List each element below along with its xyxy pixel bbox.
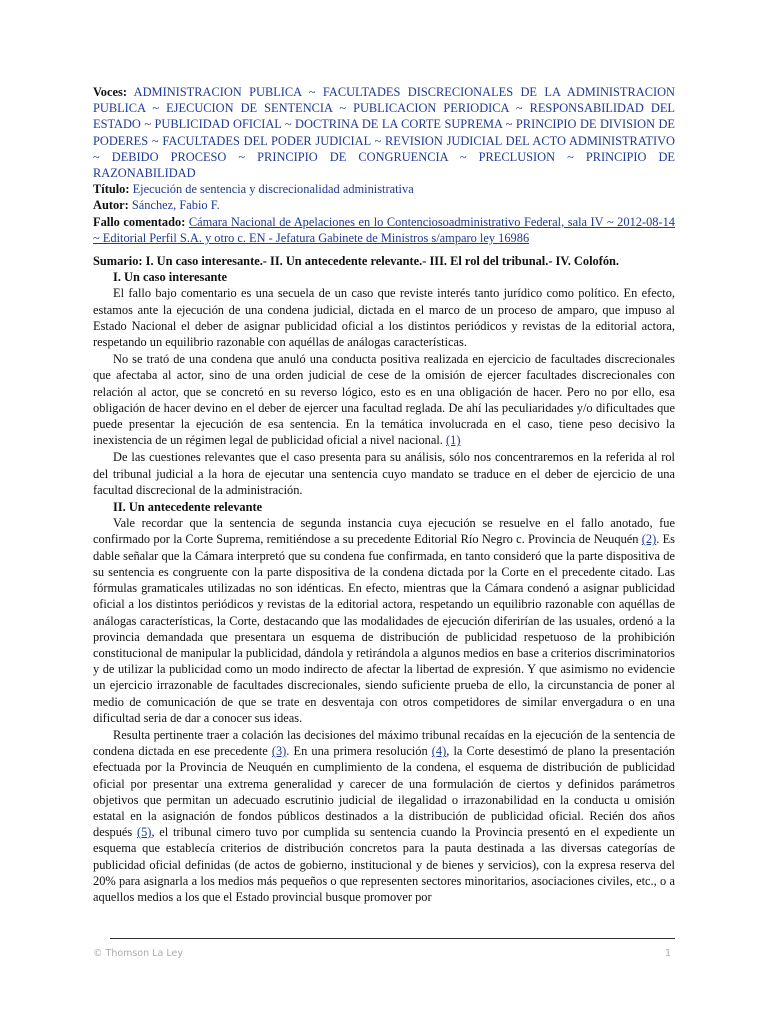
page-number: 1 — [664, 948, 671, 959]
footnote-link-1[interactable]: (1) — [446, 433, 461, 448]
section2-p1-text-a: Vale recordar que la sentencia de segunda instancia cuya ejecución se resuelve en el fallo anotado, fue confirmado por la Corte Suprema, remitiéndose a su precedente Editorial Río Negro c. Provincia de Neuquén — [93, 516, 675, 547]
footnote-link-5[interactable]: (5) — [136, 825, 152, 840]
titulo-text: Ejecución de sentencia y discrecionalidad administrativa — [132, 182, 414, 197]
sumario: Sumario: I. Un caso interesante.- II. Un antecedente relevante.- III. El rol del tribunal.- IV. Colofón. — [93, 254, 620, 269]
titulo-block — [93, 181, 675, 197]
section2-p2-text-a: Resulta pertinente traer a colación las decisiones del máximo tribunal recaídas en la ejecución de la sentencia de condena dictada en ese precedente — [93, 727, 675, 759]
section1-heading: I. Un caso interesante — [113, 270, 228, 285]
voces-block — [93, 84, 675, 181]
section1-paragraph-3: De las cuestiones relevantes que el caso presenta para su análisis, sólo nos concentraremos en la referida al rol del tribunal judicial a la hora de ejecutar una sentencia cuyo mandato se traduce en el deber de ejercicio de una facultad discrecional de la administración. — [93, 450, 675, 497]
footnote-link-4[interactable]: (4) — [431, 744, 447, 759]
footer-divider — [110, 938, 675, 939]
fallo-label: Fallo comentado: — [93, 214, 186, 229]
section1-paragraph-2 — [93, 351, 675, 448]
footer-copyright: © Thomson La Ley — [93, 948, 183, 959]
voces-label: Voces: — [93, 85, 127, 99]
section2-heading: II. Un antecedente relevante — [113, 500, 263, 515]
autor-label: Autor: — [93, 198, 129, 213]
section2-paragraph-1 — [93, 515, 675, 726]
autor-text: Sánchez, Fabio F. — [131, 198, 220, 213]
fallo-block — [93, 214, 675, 246]
section2-p2-text-d: , el tribunal cimero tuvo por cumplida su sentencia cuando la Provincia presentó en el expediente un esquema que establecía criterios de distribución concretos para la pauta destinada a las diversas categorías de publicidad oficial definidas (de actos de gobierno, institucional y de bienes y servicios), con la expresa reserva del 20% para asignarla a los medios más pequeños o que representen sectores minoritarios, asociaciones civiles, etc., o a aquellos medios a los que el Estado provincial busque promover por — [93, 825, 675, 904]
footnote-link-2[interactable]: (2) — [641, 532, 657, 547]
section1-paragraph-1: El fallo bajo comentario es una secuela de un caso que reviste interés tanto jurídico como político. En efecto, estamos ante la ejecución de una condena judicial, dictada en el marco de un proceso de amparo, que impuso al Estado Nacional el deber de asignar publicidad oficial a los distintos periódicos y revistas de la editorial actora, respetando un equilibrio razonable con aquéllas de análogas características. — [93, 286, 675, 350]
titulo-label: Título: — [93, 182, 130, 197]
section2-p2-text-b: . En una primera resolución — [286, 744, 428, 759]
section2-p2-text-c: , la Corte desestimó de plano la presentación efectuada por la Provincia de Neuquén en cumplimiento de la condena, el esquema de distribución de publicidad oficial por presentar una extrema generalidad y carecer de una formulación de ciertos y definidos parámetros objetivos que permitan un adecuado escrutinio judicial de ilegalidad o irrazonabilidad en la conducta u omisión estatal en la asignación de fondos públicos destinados a la distribución de publicidad oficial. Recién dos años después — [93, 744, 675, 840]
section2-paragraph-2 — [93, 727, 675, 905]
autor-block — [93, 197, 675, 213]
section2-p1-text-b: . Es dable señalar que la Cámara interpretó que su condena fue confirmada, en tanto consideró que la parte dispositiva de su sentencia es congruente con la parte dispositiva de la condena dictada por la Corte en el precedente citado. Las fórmulas gramaticales utilizadas no son idénticas. En efecto, mientras que la Cámara condenó a asignar publicidad oficial a los distintos periódicos y revistas de la editorial actora, respetando un equilibrio razonable con aquéllas de análogas características, la Corte, destacando que las modalidades de ejecución diferirían de las usuales, ordenó a la provincia demandada que presentara un esquema de distribución de publicidad respetuoso de la prohibición constitucional de manipular la publicidad, dándola y retirándola a algunos medios en base a criterios discriminatorios y de utilizar la publicidad como un modo indirecto de afectar la libertad de expresión. Y que asimismo no evidencie un ejercicio irrazonable de facultades discrecionales, siendo suficiente prueba de ello, la circunstancia de poner al medio de comunicación de que se trate en desventaja con otros competidores de similar envergadura o en una dificultad seria de dar a conocer sus ideas. — [93, 532, 675, 725]
footnote-link-3[interactable]: (3) — [271, 744, 287, 759]
fallo-link[interactable]: Cámara Nacional de Apelaciones en lo Contenciosoadministrativo Federal, sala IV ~ 2012-08-14 ~ Editorial Perfil S.A. y otro c. EN - Jefatura Gabinete de Ministros s/amparo ley 16986 — [93, 214, 675, 245]
voces-text: ADMINISTRACION PUBLICA ~ FACULTADES DISCRECIONALES DE LA ADMINISTRACION PUBLICA ~ EJECUCION DE SENTENCIA ~ PUBLICACION PERIODICA ~ RESPONSABILIDAD DEL ESTADO ~ PUBLICIDAD OFICIAL ~ DOCTRINA DE LA CORTE SUPREMA ~ PRINCIPIO DE DIVISION DE PODERES ~ FACULTADES DEL PODER JUDICIAL ~ REVISION JUDICIAL DEL ACTO ADMINISTRATIVO ~ DEBIDO PROCESO ~ PRINCIPIO DE CONGRUENCIA ~ PRECLUSION ~ PRINCIPIO DE RAZONABILIDAD — [93, 85, 675, 181]
section1-p2-text: No se trató de una condena que anuló una conducta positiva realizada en ejercicio de facultades discrecionales que afectaba al actor, sino de una orden judicial de cese de la omisión de ejercer facultades discrecionales con relación al actor, que se concretó en su reverso lógico, esto es en una obligación de hacer. Pero no por ello, esa obligación de hacer devino en el deber de ejercer una facultad reglada. De ahí las peculiaridades y/o dificultades que puede presentar la ejecución de esa sentencia. En la temática involucrada en el caso, tiene peso decisivo la inexistencia de un régimen legal de publicidad oficial a nivel nacional. — [93, 352, 675, 448]
